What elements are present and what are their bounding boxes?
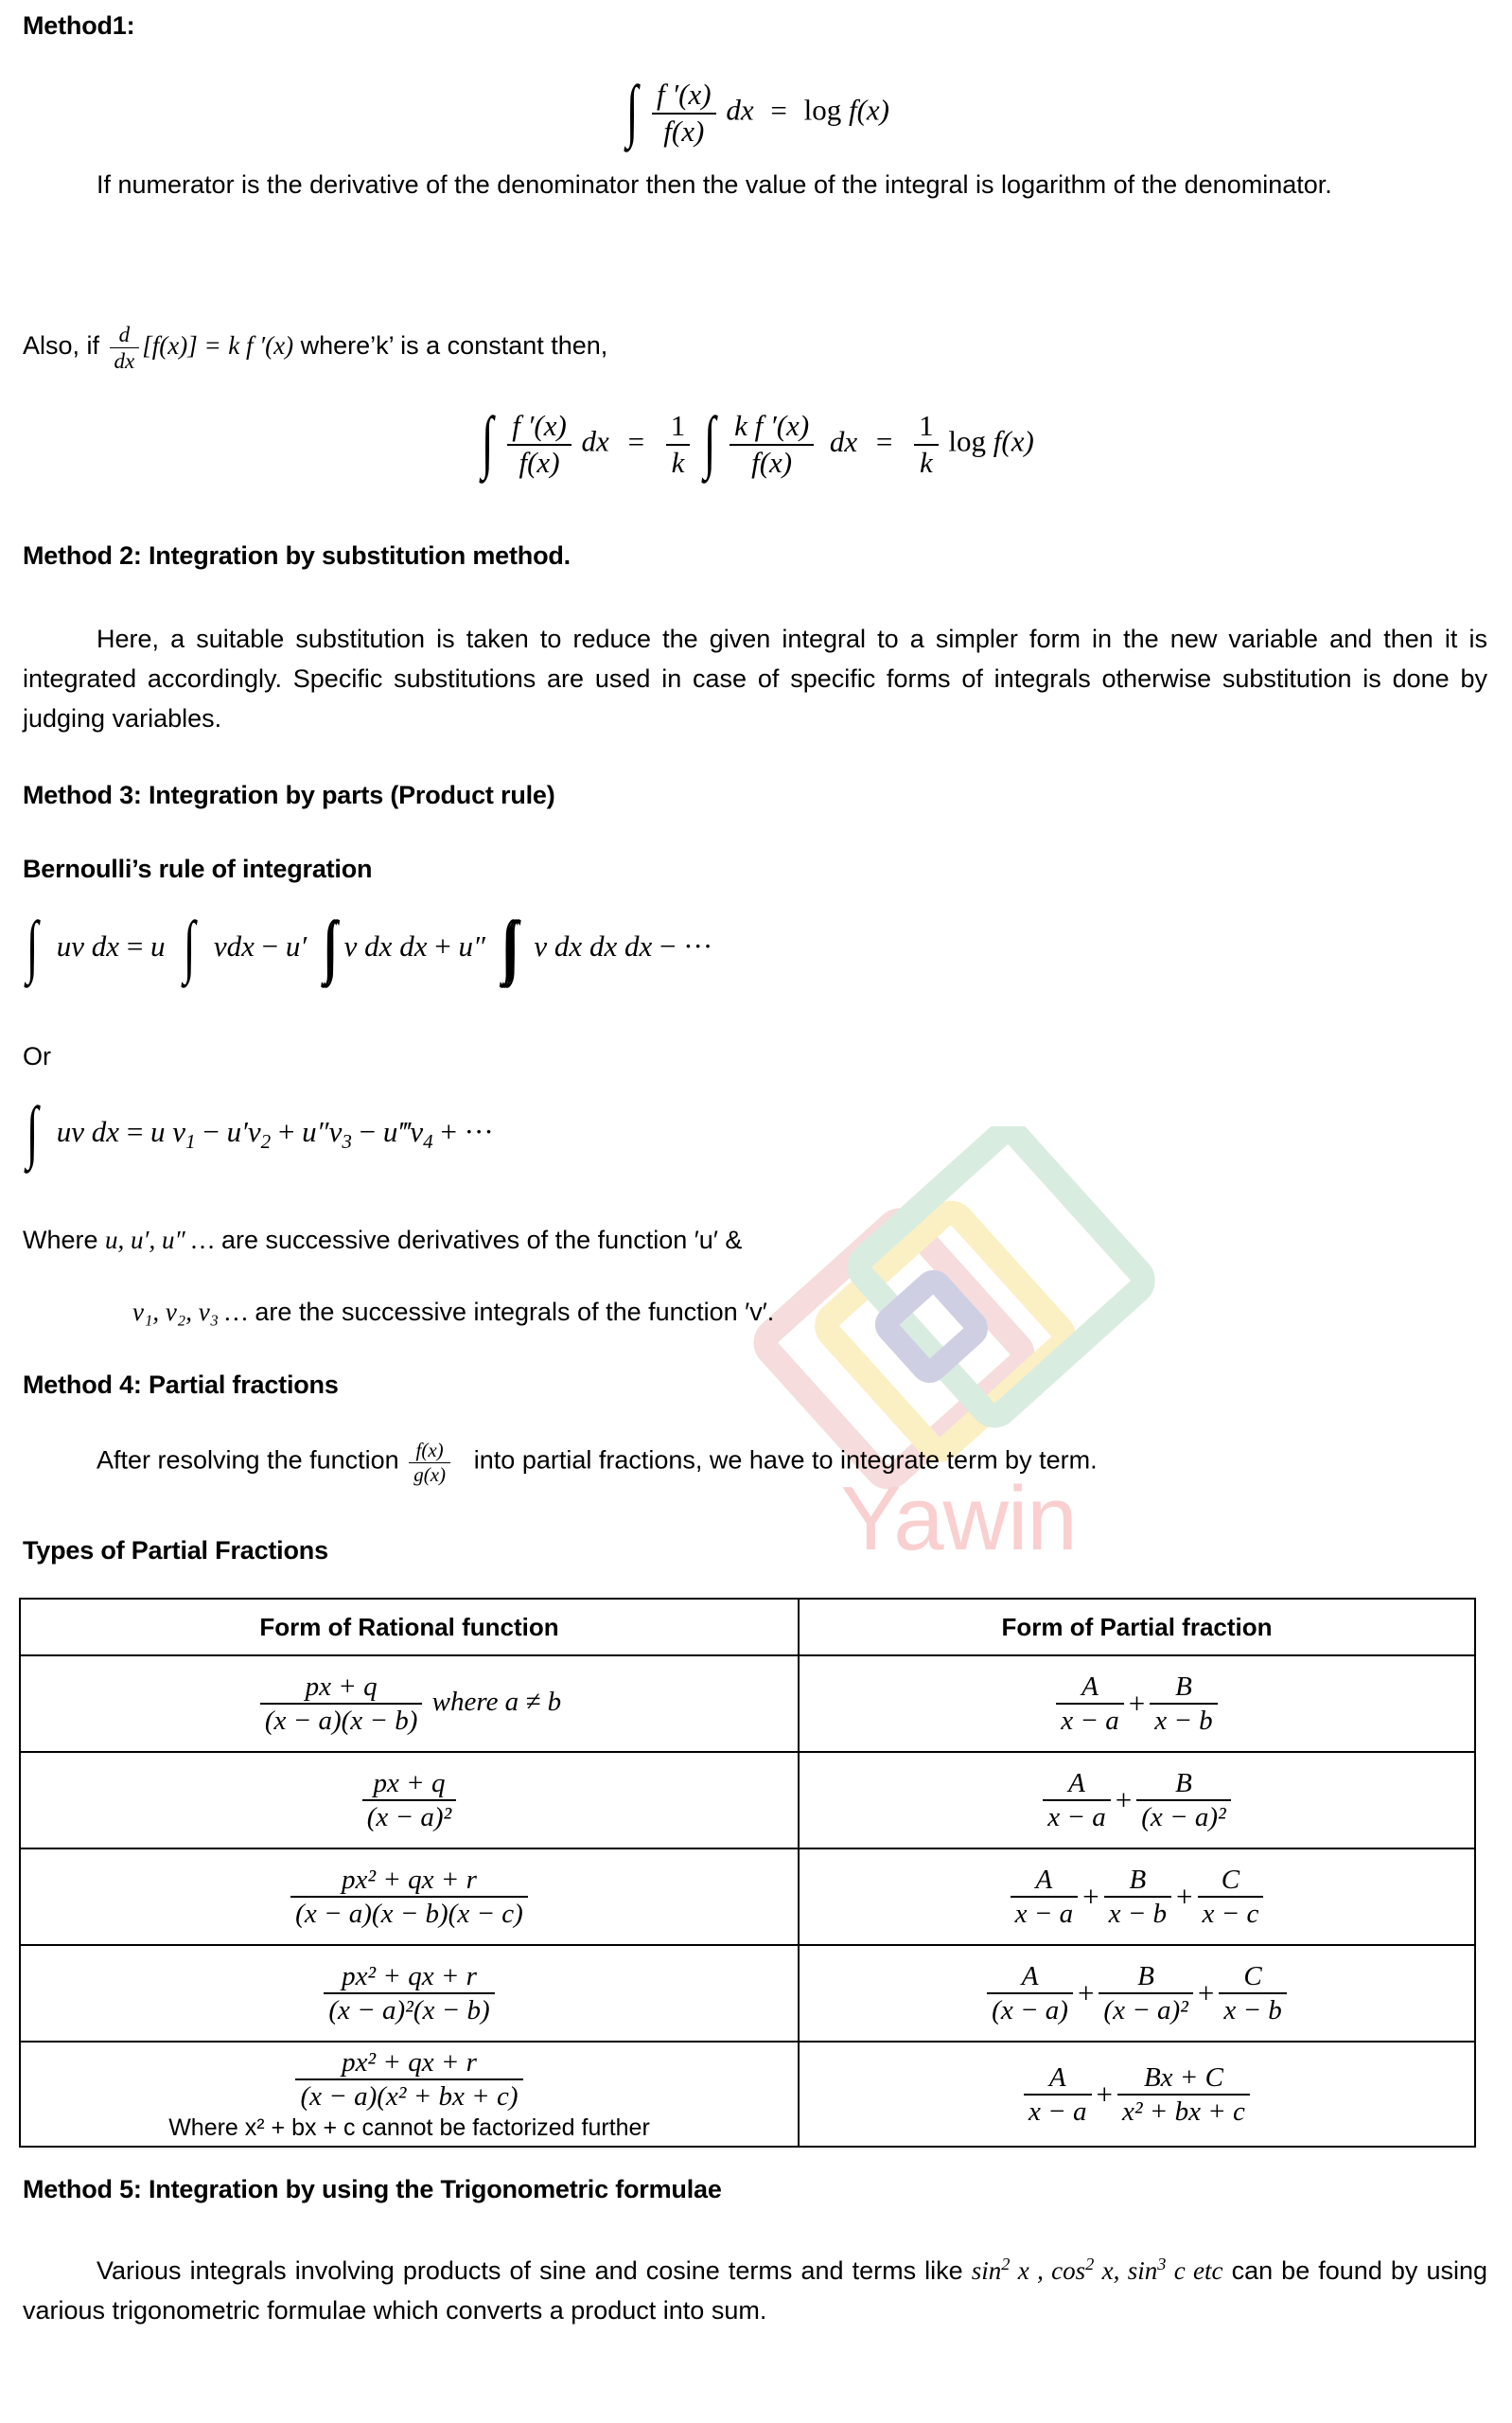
fraction-fprime-over-f: $\frac{f '(x)}{f(x)}$: [652, 78, 716, 149]
plus-sign: +: [1096, 2077, 1113, 2111]
where-line-2: v₁, v₂, v₃ … are the successive integrals of the function ′v′.: [132, 1298, 775, 1326]
heading-method-5: Method 5: Integration by using the Trigonometric formulae: [23, 2175, 722, 2203]
cell-partial-fraction: [799, 1752, 1475, 1848]
partial-term: $\frac{A}{x - a}$: [1011, 1864, 1078, 1930]
plus-sign: +: [1115, 1783, 1133, 1816]
heading-method-4: Method 4: Partial fractions: [23, 1371, 339, 1399]
rational-fraction: $\frac{\text{px² + qx + r}}{\text{(x − a)²(x − b)}}$: [324, 1960, 494, 2026]
cell-rational-function: [20, 2042, 799, 2147]
table-header-row: [20, 1599, 1475, 1655]
partial-term: $\frac{B}{x - b}$: [1150, 1671, 1217, 1737]
plus-sign: +: [1197, 1976, 1215, 2009]
table-row: [20, 1655, 1475, 1752]
watermark: [719, 1126, 1192, 1618]
partial-term: $\frac{B}{\text{(x − a)²}}$: [1136, 1767, 1230, 1833]
plus-sign: +: [1176, 1880, 1193, 1913]
table-row: [20, 1945, 1475, 2042]
heading-types-of-partial-fractions: Types of Partial Fractions: [23, 1536, 328, 1565]
column-header-partial-fraction: Form of Partial fraction: [799, 1599, 1475, 1655]
equation-bernoulli-2: ∫ uv dx = u $v_1 - u'v_2 + u''v_3$ − $u‴v_4$ + ···: [26, 1093, 494, 1171]
cell-rational-function: [20, 1752, 799, 1848]
where-line-1: Where u, u′, u″ … are successive derivatives of the function ′u′ &: [23, 1226, 743, 1254]
cell-partial-fraction: [799, 2042, 1475, 2147]
successive-integrals-symbols: v₁, v₂, v₃ …: [132, 1298, 248, 1326]
partial-term: $\frac{A}{x - a}$: [1024, 2061, 1091, 2128]
table-row: [20, 1848, 1475, 1945]
cell-rational-function: [20, 1848, 799, 1945]
paragraph-method-1: If numerator is the derivative of the denominator then the value of the integral is logarithm of the denominator.: [97, 170, 1332, 199]
partial-term: $\frac{Bx + C}{\text{x² + bx + c}}$: [1117, 2061, 1250, 2128]
paragraph-method-4: After resolving the function $\frac{f(x)}{g(x)}$ into partial fractions, we have to integrate term by term.: [97, 1439, 1098, 1486]
partial-term: $\frac{C}{x - c}$: [1198, 1864, 1264, 1930]
fraction-kfprime-over-f: $\frac{\text{k f ′(x)}}{f(x)}$: [730, 409, 814, 480]
partial-term: $\frac{B}{\text{(x − a)²}}$: [1099, 1960, 1192, 2026]
watermark-logo-icon: [719, 1126, 1192, 1618]
differential-dx: dx: [726, 93, 754, 127]
watermark-wordmark: Yawin: [840, 1468, 1077, 1569]
paragraph-method-5: Various integrals involving products of sine and cosine terms and terms like $\sin^2 x$ , $\cos^2 x$, $\sin^3 c$ etc can be found by using various trigonometric formulae which converts a product into sum.: [23, 2255, 1488, 2325]
table-row: [20, 1752, 1475, 1848]
fraction-one-over-k: $\frac{1}{k}$: [666, 409, 691, 480]
heading-method-1: Method1:: [23, 11, 135, 40]
plus-sign: +: [1077, 1976, 1095, 2009]
cell-partial-fraction: [799, 1655, 1475, 1752]
trig-powers-expression: $\sin^2 x$ , $\cos^2 x$, $\sin^3 c$ etc: [971, 2255, 1223, 2285]
heading-method-2: Method 2: Integration by substitution method.: [23, 541, 571, 570]
rational-note: where a ≠ b: [431, 1686, 562, 1717]
partial-fractions-table: [19, 1598, 1476, 2148]
rational-fraction: $\frac{\text{px² + qx + r}}{\text{(x − a)(x² + bx + c)}}$: [295, 2046, 522, 2113]
heading-method-3: Method 3: Integration by parts (Product rule): [23, 781, 555, 809]
also-line: Also, if $\frac{d}{dx}$ [f(x)] = k f ′(x) where’k’ is a constant then,: [23, 323, 608, 374]
cell-rational-function: [20, 1655, 799, 1752]
fraction-fprime-over-f-2: $\frac{f '(x)}{f(x)}$: [507, 409, 571, 480]
partial-term: $\frac{B}{x - b}$: [1104, 1864, 1171, 1930]
equals-sign: =: [770, 93, 787, 127]
or-label: Or: [23, 1042, 51, 1070]
k-f-prime: k f ′(x): [228, 330, 294, 360]
subheading-bernoulli-rule: Bernoulli’s rule of integration: [23, 855, 373, 883]
cell-rational-function: [20, 1945, 799, 2042]
rational-fraction: $\frac{px + q}{(x - a)(x - b)}$: [260, 1671, 423, 1737]
cell-partial-fraction: [799, 1945, 1475, 2042]
rational-fraction: $\frac{\text{px² + qx + r}}{(x - a)(x - b)(x - c)}$: [290, 1864, 528, 1930]
column-header-rational-function: Form of Rational function: [20, 1599, 799, 1655]
partial-term: $\frac{A}{(x - a)}$: [987, 1960, 1073, 2026]
rational-fraction: $\frac{px + q}{\text{(x − a)²}}$: [362, 1767, 456, 1833]
partial-term: $\frac{C}{x - b}$: [1219, 1960, 1286, 2026]
equation-bernoulli-1: ∫ uv dx = u ∫ vdx − u′ ∫∫ v dx dx + u″ ∫∫∫ v dx dx dx − ···: [26, 908, 713, 985]
log-expression-2: log f(x): [948, 424, 1034, 458]
watermark-square-green: [854, 1127, 1149, 1422]
fraction-one-over-k-2: $\frac{1}{k}$: [914, 409, 939, 480]
derivative-operator: $\frac{d}{dx}$ [f(x)]: [107, 331, 204, 360]
equation-method1-with-constant: ∫ $\frac{f '(x)}{f(x)}$ dx = $\frac{1}{k}$ ∫ $\frac{\text{k f ′(x)}}{f(x)}$ dx = $\frac{1}{k}$ log f(x): [482, 402, 1034, 481]
partial-term: $\frac{A}{x - a}$: [1056, 1671, 1123, 1737]
paragraph-method-2: Here, a suitable substitution is taken to reduce the given integral to a simpler form in the new variable and then it is integrated accordingly. Specific substitutions are used in case of specific forms of integrals otherwise substitution is done by judging variables.: [23, 625, 1487, 733]
rational-note: Where x² + bx + c cannot be factorized further: [168, 2114, 650, 2142]
plus-sign: +: [1128, 1687, 1146, 1720]
successive-derivatives-symbols: u, u′, u″ …: [105, 1226, 215, 1254]
plus-sign: +: [1082, 1880, 1099, 1913]
partial-term: $\frac{A}{x - a}$: [1043, 1767, 1110, 1833]
equation-method1-main: ∫ $\frac{f '(x)}{f(x)}$ dx = log f(x): [625, 71, 889, 150]
log-expression: log f(x): [803, 93, 889, 127]
fraction-f-over-g: $\frac{f(x)}{g(x)}$: [406, 1445, 460, 1474]
cell-partial-fraction: [799, 1848, 1475, 1945]
table-row: [20, 2042, 1475, 2147]
